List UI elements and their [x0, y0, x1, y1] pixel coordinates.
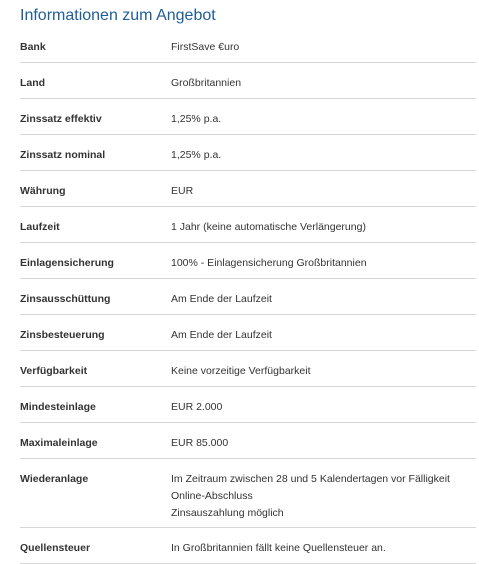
table-row [20, 243, 476, 279]
row-label: Währung [20, 185, 66, 197]
value-line: 100% - Einlagensicherung Großbritannien [171, 257, 367, 269]
value-line: 1,25% p.a. [171, 113, 222, 125]
table-row [20, 171, 476, 207]
row-label: Land [20, 77, 46, 89]
section-title: Informationen zum Angebot [20, 7, 216, 24]
value-line: Im Zeitraum zwischen 28 und 5 Kalendertagen vor Fälligkeit [171, 473, 450, 485]
table-row [20, 387, 476, 423]
row-value [171, 207, 476, 242]
row-label: Quellensteuer [20, 542, 91, 554]
value-line: Am Ende der Laufzeit [171, 293, 272, 305]
value-line: Online-Abschluss [171, 490, 253, 502]
row-label: Zinssatz effektiv [20, 113, 102, 125]
row-label: Maximaleinlage [20, 437, 98, 449]
row-label: Einlagensicherung [20, 257, 114, 269]
row-label: Zinsbesteuerung [20, 329, 105, 341]
row-label: Verfügbarkeit [20, 365, 88, 377]
offer-info-table [20, 27, 476, 564]
row-label: Zinssatz nominal [20, 149, 106, 161]
value-line: Keine vorzeitige Verfügbarkeit [171, 365, 311, 377]
row-value [171, 528, 476, 563]
row-value [171, 423, 476, 458]
row-label: Zinsausschüttung [20, 293, 111, 305]
row-value [171, 387, 476, 422]
row-value [171, 135, 476, 170]
value-line: Am Ende der Laufzeit [171, 329, 272, 341]
value-line: EUR 85.000 [171, 437, 229, 449]
row-value [171, 63, 476, 98]
row-value [171, 27, 476, 62]
table-row [20, 279, 476, 315]
row-label: Wiederanlage [20, 473, 89, 485]
value-line: EUR [171, 185, 194, 197]
value-line: In Großbritannien fällt keine Quellensteuer an. [171, 542, 386, 554]
table-row [20, 99, 476, 135]
table-row [20, 27, 476, 63]
table-row [20, 528, 476, 564]
row-value [171, 99, 476, 134]
row-value [171, 459, 476, 527]
value-line: Zinsauszahlung möglich [171, 507, 284, 519]
table-row [20, 207, 476, 243]
row-value [171, 171, 476, 206]
row-value [171, 279, 476, 314]
value-line: Großbritannien [171, 77, 242, 89]
value-line: 1 Jahr (keine automatische Verlängerung) [171, 221, 366, 233]
table-row [20, 351, 476, 387]
value-line: EUR 2.000 [171, 401, 223, 413]
row-label: Bank [20, 41, 46, 53]
value-line: 1,25% p.a. [171, 149, 222, 161]
table-row [20, 135, 476, 171]
row-value [171, 243, 476, 278]
row-label: Laufzeit [20, 221, 60, 233]
row-value [171, 351, 476, 386]
table-row [20, 459, 476, 528]
row-value [171, 315, 476, 350]
table-row [20, 423, 476, 459]
value-line: FirstSave €uro [171, 41, 240, 53]
table-row [20, 63, 476, 99]
row-label: Mindesteinlage [20, 401, 96, 413]
table-row [20, 315, 476, 351]
